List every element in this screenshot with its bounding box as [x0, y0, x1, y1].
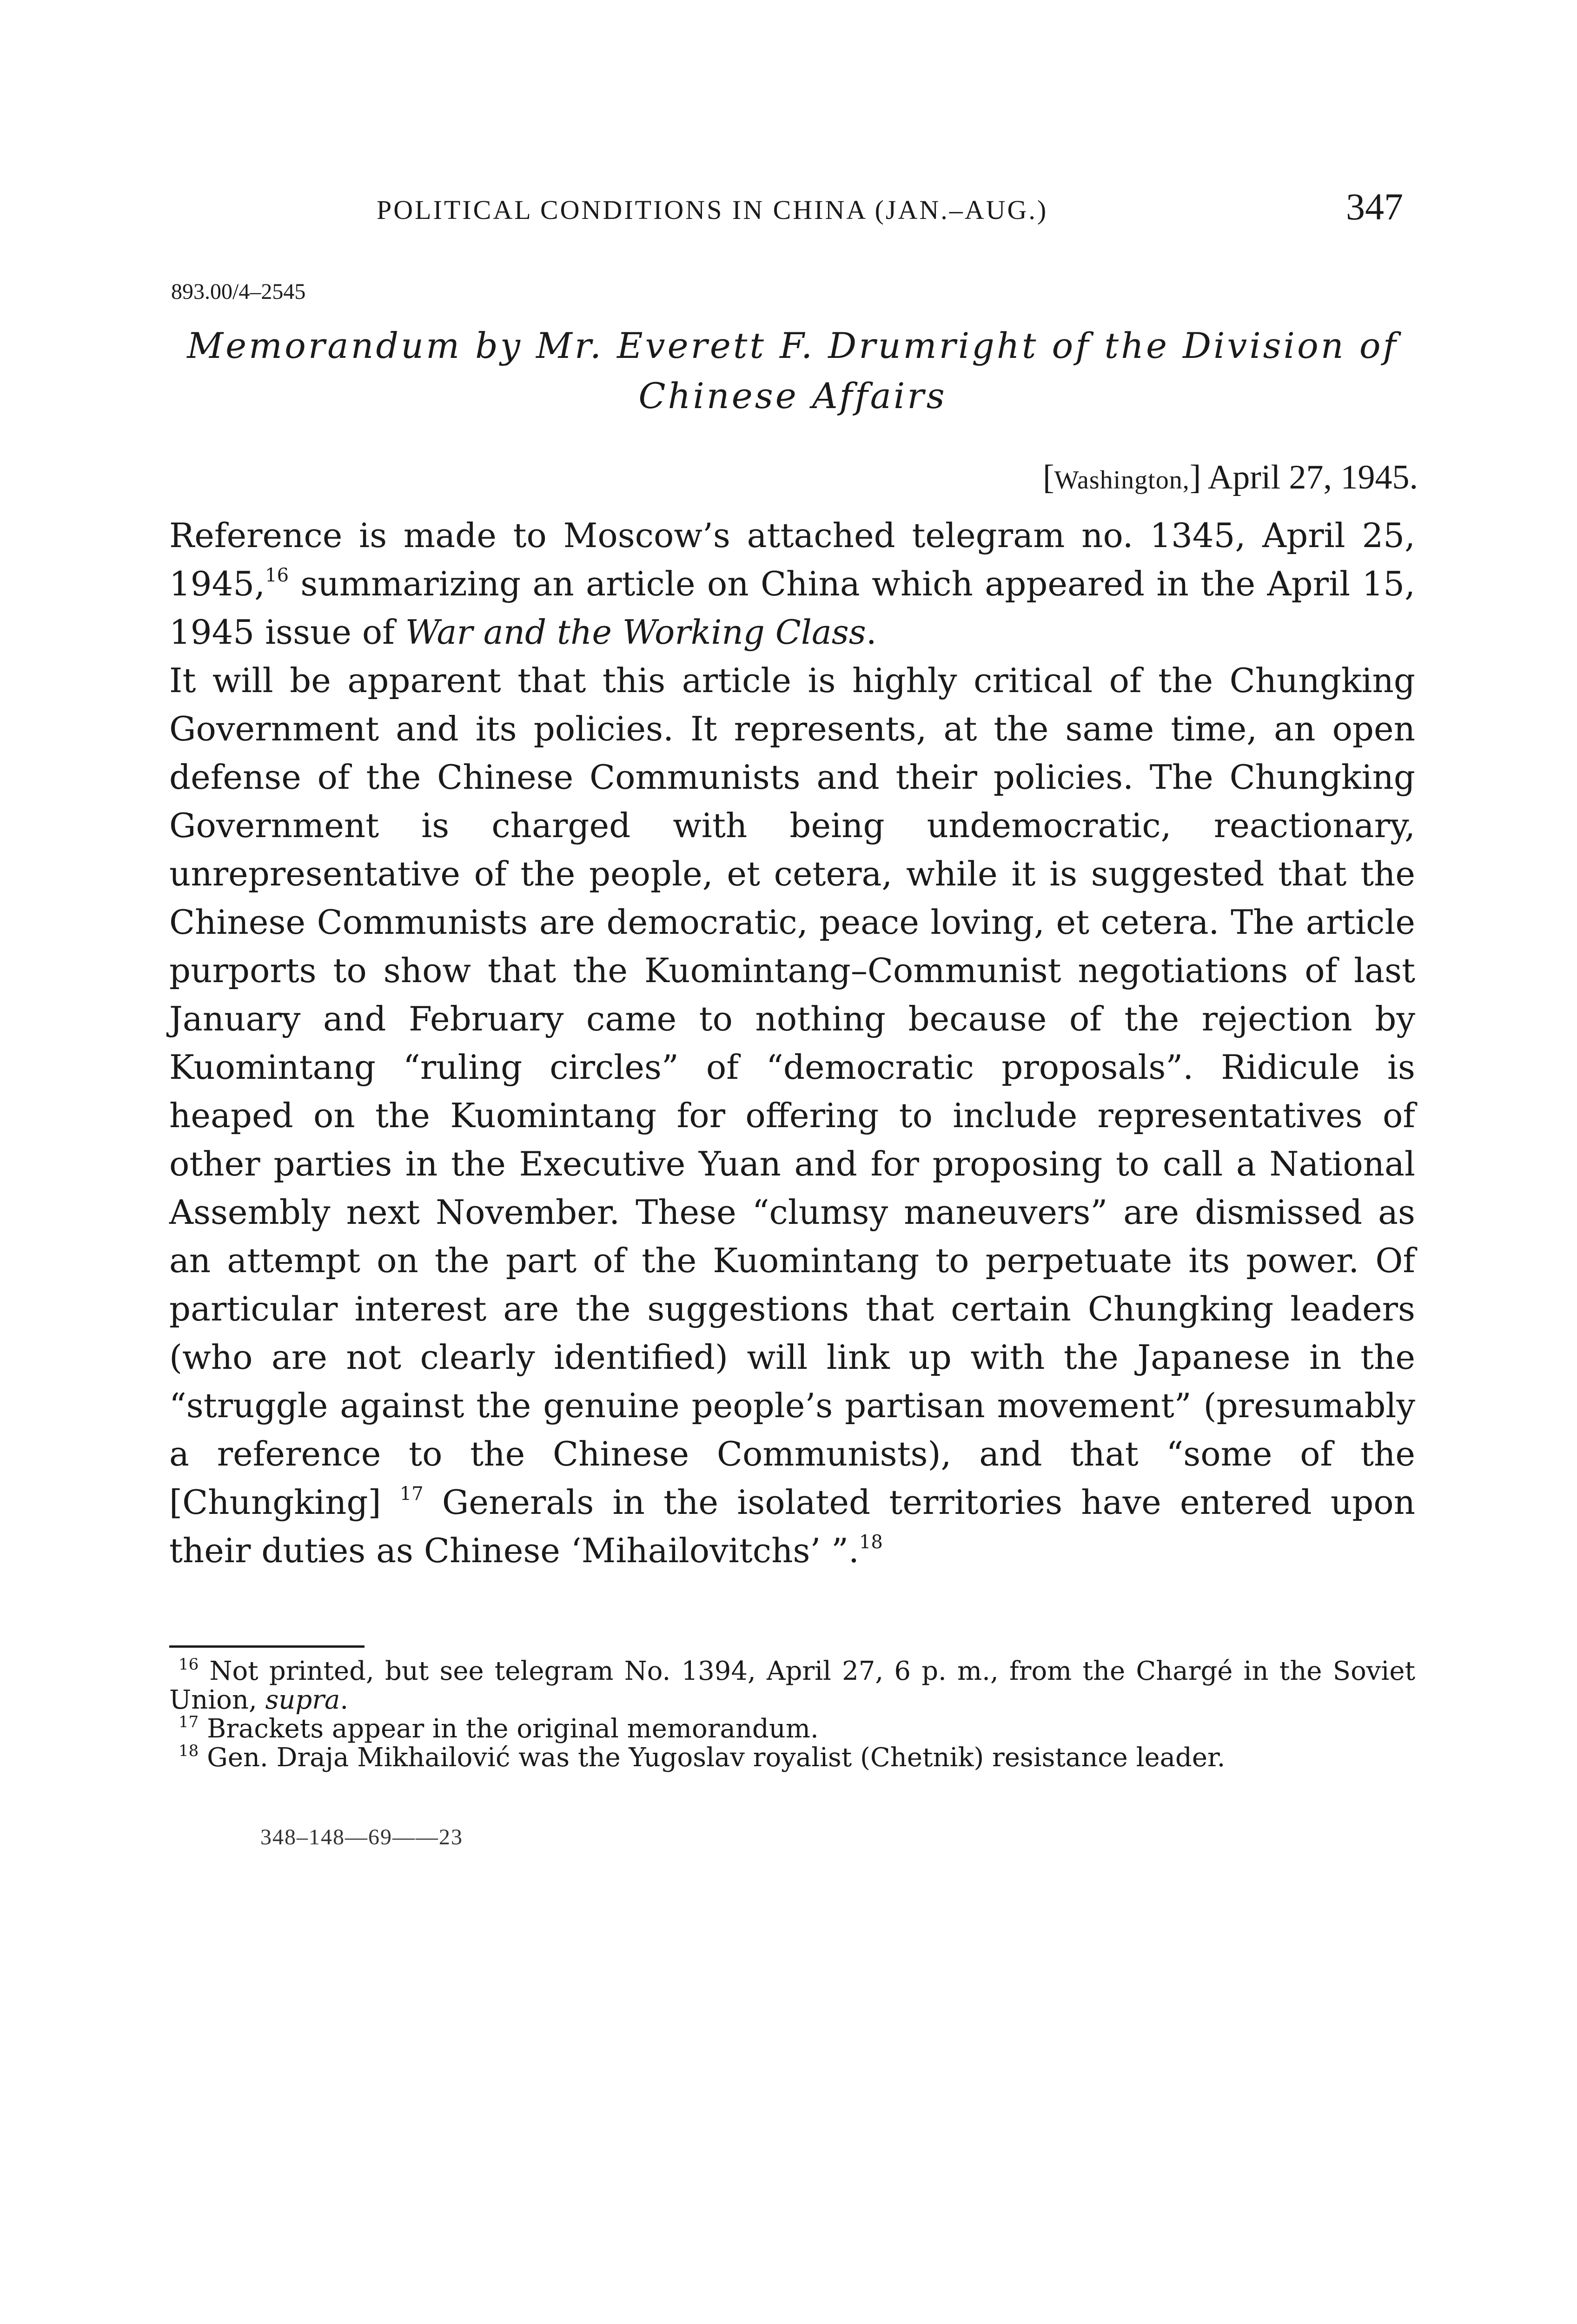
- paragraph-2: [169, 656, 1415, 1575]
- document-title: [167, 321, 1418, 421]
- footnote-text: Brackets appear in the original memorandum.: [207, 1714, 819, 1744]
- footnote-16: [169, 1657, 1415, 1715]
- footnote-divider: [169, 1645, 364, 1648]
- publication-title: War and the Working Class: [405, 613, 866, 652]
- footnote-17: [169, 1715, 1415, 1743]
- page-number: 347: [1346, 185, 1403, 228]
- footnote-mark: 16: [179, 1655, 199, 1674]
- footnote-italic: supra: [265, 1685, 340, 1715]
- file-number: 893.00/4–2545: [171, 279, 306, 304]
- document-title-line-1: Memorandum by Mr. Everett F. Drumright of the Division of: [187, 325, 1398, 366]
- p1-end: .: [866, 613, 877, 652]
- footnote-text: Not printed, but see telegram No. 1394, April 27, 6 p. m., from the Chargé in the Soviet Union,: [169, 1656, 1415, 1715]
- footnote-ref-17: 17: [399, 1483, 424, 1505]
- p1-text-cont: summarizing an article on China which appeared in the April 15, 1945 issue of: [169, 564, 1415, 652]
- p2-text: It will be apparent that this article is highly critical of the Chungking Government and its policies. It represents, at the same time, an open defense of the Chinese Communists and their policies. The Chungking Government is charged with being undemocratic, reactionary, unrepresentative of the people, et cetera, while it is suggested that the Chinese Communists are democratic, peace loving, et cetera. The article purports to show that the Kuomintang–Communist negotiations of last January and February came to nothing because of the rejection by Kuomintang “ruling circles” of “democratic proposals”. Ridicule is heaped on the Kuomintang for offering to include representatives of other parties in the Executive Yuan and for proposing to call a National Assembly next November. These “clumsy maneuvers” are dismissed as an attempt on the part of the Kuomintang to perpetuate its power. Of particular interest are the suggestions that certain Chungking leaders (who are not clearly identified) will link up with the Japanese in the “struggle against the genuine people’s partisan movement” (presumably a reference to the Chinese Communists), and that “some of the [Chungking]: [169, 661, 1415, 1522]
- dateline: [Washington,] April 27, 1945.: [1042, 458, 1418, 496]
- dateline-date: April 27, 1945.: [1207, 458, 1418, 496]
- running-head: POLITICAL CONDITIONS IN CHINA (JAN.–AUG.): [377, 195, 1048, 225]
- printer-imprint: 348–148—69——23: [260, 1825, 463, 1849]
- p1-text: Reference is made to Moscow’s attached telegram no. 1345, April 25, 1945,: [169, 516, 1415, 603]
- document-title-line-2: Chinese Affairs: [638, 375, 947, 416]
- footnote-text-end: .: [340, 1685, 349, 1715]
- footnote-mark: 18: [179, 1742, 199, 1760]
- footnote-mark: 17: [179, 1713, 199, 1731]
- paragraph-1: [169, 511, 1415, 656]
- footnote-text: Gen. Draja Mikhailović was the Yugoslav royalist (Chetnik) resistance leader.: [207, 1743, 1226, 1773]
- footnotes: [169, 1657, 1415, 1772]
- memorandum-body: [169, 511, 1415, 1575]
- p2-text-cont: Generals in the isolated territories have entered upon their duties as Chinese ‘Mihailovitchs’ ”.: [169, 1483, 1415, 1570]
- footnote-18: [169, 1743, 1415, 1772]
- footnote-ref-18: 18: [859, 1532, 883, 1553]
- footnote-ref-16: 16: [265, 565, 289, 586]
- dateline-place: Washington,: [1054, 466, 1190, 495]
